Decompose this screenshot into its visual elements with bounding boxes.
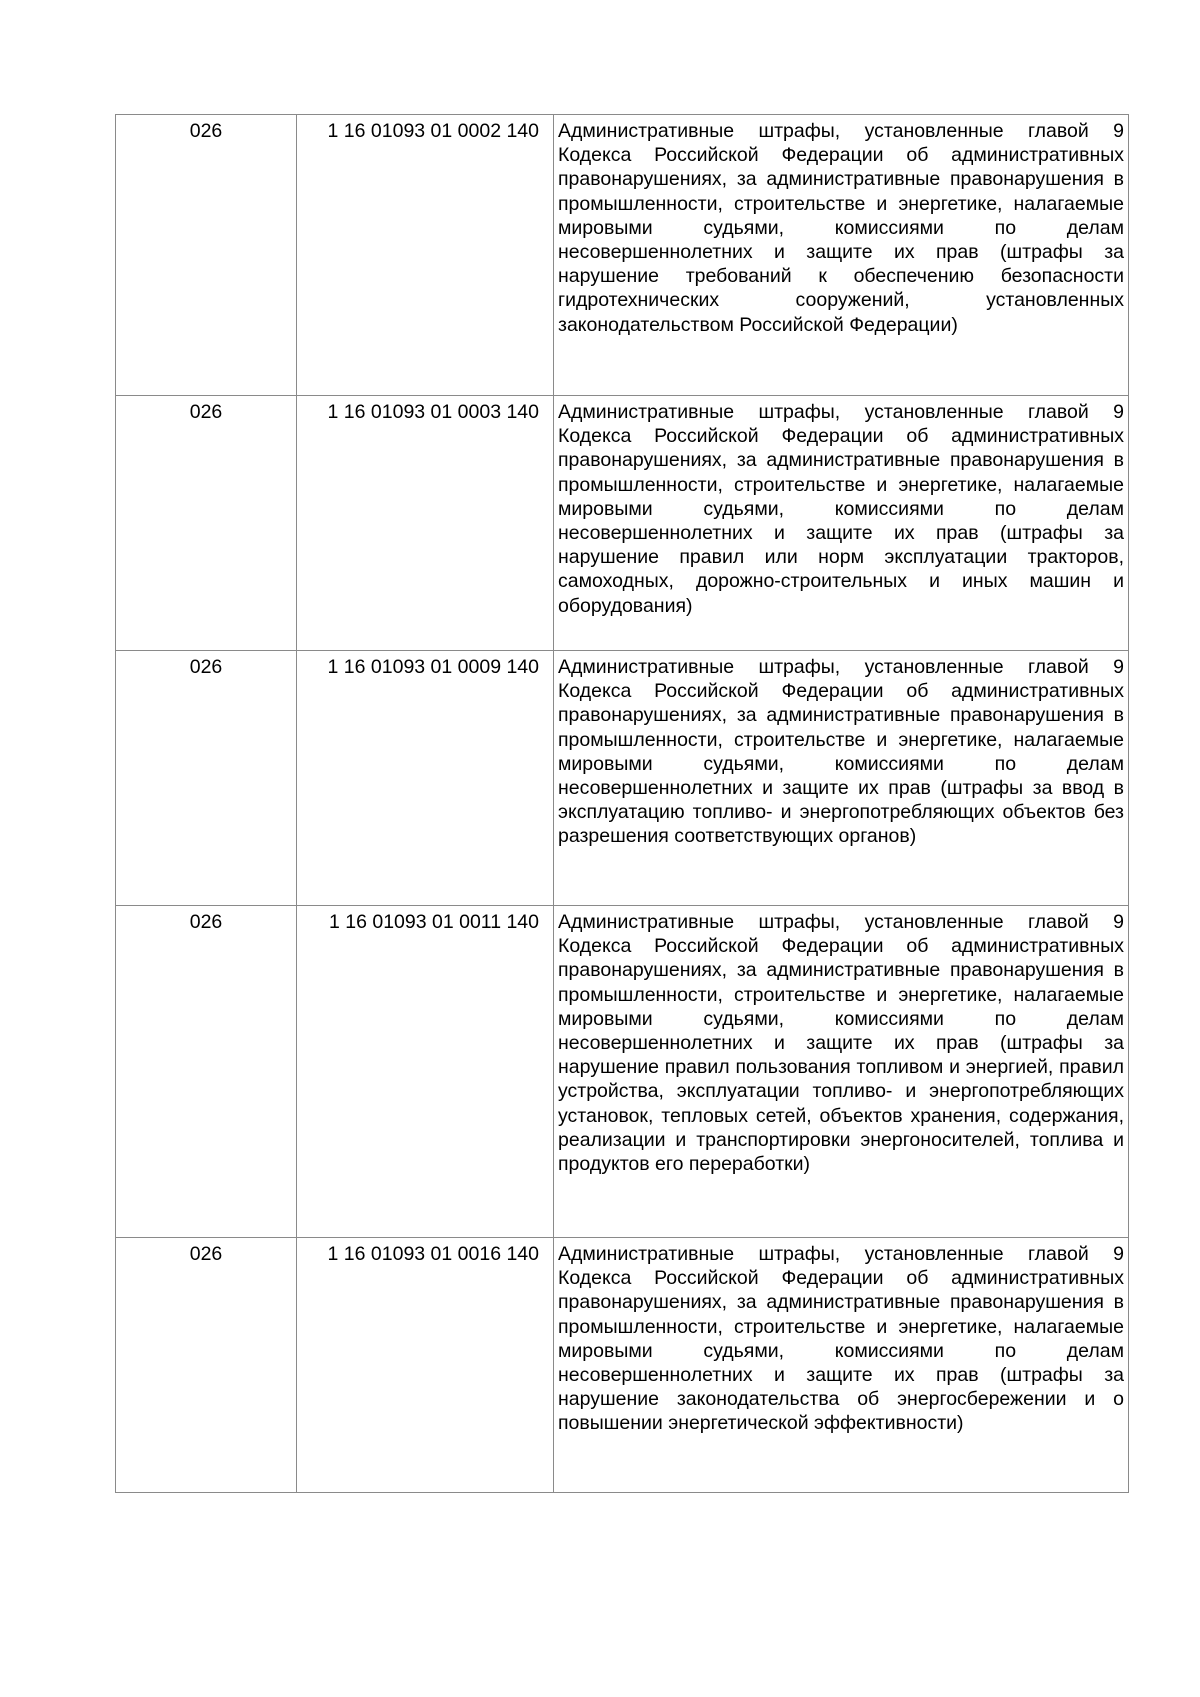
budget-code-cell: 1 16 01093 01 0016 140: [297, 1238, 554, 1493]
admin-code-cell: 026: [116, 1238, 297, 1493]
admin-code-cell: 026: [116, 396, 297, 651]
budget-code-cell: 1 16 01093 01 0011 140: [297, 906, 554, 1238]
description-cell: Административные штрафы, установленные главой 9 Кодекса Российской Федерации об административных правонарушениях, за административные правонарушения в промышленности, строительстве и энергетике, налагаемые мировыми судьями, комиссиями по делам несовершеннолетних и защите их прав (штрафы за ввод в эксплуатацию топливо- и энергопотребляющих объектов без разрешения соответствующих органов): [554, 651, 1129, 906]
table-row: [116, 396, 1129, 651]
description-cell: Административные штрафы, установленные главой 9 Кодекса Российской Федерации об административных правонарушениях, за административные правонарушения в промышленности, строительстве и энергетике, налагаемые мировыми судьями, комиссиями по делам несовершеннолетних и защите их прав (штрафы за нарушение требований к обеспечению безопасности гидротехнических сооружений, установленных законодательством Российской Федерации): [554, 115, 1129, 396]
admin-code-cell: 026: [116, 906, 297, 1238]
description-cell: Административные штрафы, установленные главой 9 Кодекса Российской Федерации об административных правонарушениях, за административные правонарушения в промышленности, строительстве и энергетике, налагаемые мировыми судьями, комиссиями по делам несовершеннолетних и защите их прав (штрафы за нарушение правил или норм эксплуатации тракторов, самоходных, дорожно-строительных и иных машин и оборудования): [554, 396, 1129, 651]
budget-code-cell: 1 16 01093 01 0003 140: [297, 396, 554, 651]
table-row: [116, 1238, 1129, 1493]
table-row: [116, 651, 1129, 906]
description-cell: Административные штрафы, установленные главой 9 Кодекса Российской Федерации об административных правонарушениях, за административные правонарушения в промышленности, строительстве и энергетике, налагаемые мировыми судьями, комиссиями по делам несовершеннолетних и защите их прав (штрафы за нарушение законодательства об энергосбережении и о повышении энергетической эффективности): [554, 1238, 1129, 1493]
revenue-codes-table: [115, 114, 1129, 1493]
table-row: [116, 906, 1129, 1238]
budget-code-cell: 1 16 01093 01 0002 140: [297, 115, 554, 396]
budget-code-cell: 1 16 01093 01 0009 140: [297, 651, 554, 906]
admin-code-cell: 026: [116, 115, 297, 396]
admin-code-cell: 026: [116, 651, 297, 906]
table-row: [116, 115, 1129, 396]
description-cell: Административные штрафы, установленные главой 9 Кодекса Российской Федерации об административных правонарушениях, за административные правонарушения в промышленности, строительстве и энергетике, налагаемые мировыми судьями, комиссиями по делам несовершеннолетних и защите их прав (штрафы за нарушение правил пользования топливом и энергией, правил устройства, эксплуатации топливо- и энергопотребляющих установок, тепловых сетей, объектов хранения, содержания, реализации и транспортировки энергоносителей, топлива и продуктов его переработки): [554, 906, 1129, 1238]
